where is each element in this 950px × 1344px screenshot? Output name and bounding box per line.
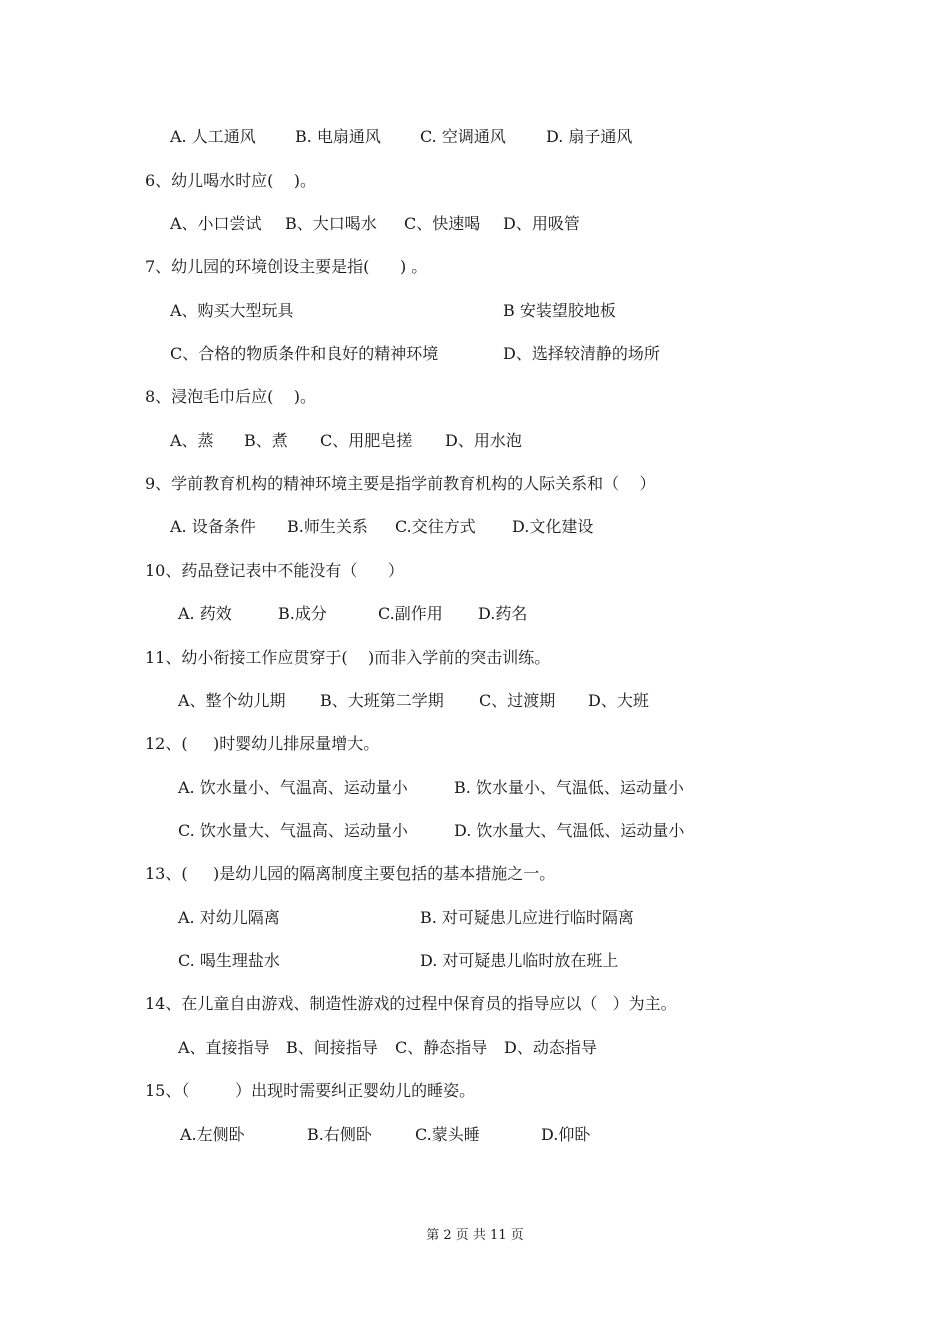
q13-stem: 13、( )是幼儿园的隔离制度主要包括的基本措施之一。: [145, 864, 556, 883]
q13-option-c: C. 喝生理盐水: [178, 951, 280, 970]
q7-option-b: B 安装望胶地板: [503, 301, 616, 320]
q12-option-d: D. 饮水量大、气温低、运动量小: [454, 821, 685, 840]
q9-option-d: D.文化建设: [512, 517, 594, 536]
q7-option-a: A、购买大型玩具: [170, 301, 294, 320]
q13-option-d: D. 对可疑患儿临时放在班上: [420, 951, 619, 970]
q15-option-a: A.左侧卧: [180, 1125, 245, 1144]
q6-option-d: D、用吸管: [503, 214, 580, 233]
q9-option-c: C.交往方式: [395, 517, 476, 536]
q12-stem: 12、( )时婴幼儿排尿量增大。: [145, 734, 380, 753]
q5-option-b: B. 电扇通风: [295, 127, 381, 146]
q7-stem: 7、幼儿园的环境创设主要是指( ) 。: [145, 257, 428, 276]
q14-option-d: D、动态指导: [504, 1038, 597, 1057]
q14-option-b: B、间接指导: [286, 1038, 378, 1057]
q9-stem: 9、学前教育机构的精神环境主要是指学前教育机构的人际关系和（ ）: [145, 474, 656, 493]
q6-option-c: C、快速喝: [404, 214, 481, 233]
q15-option-b: B.右侧卧: [307, 1125, 372, 1144]
q5-option-d: D. 扇子通风: [546, 127, 633, 146]
q11-option-b: B、大班第二学期: [320, 691, 444, 710]
q6-option-a: A、小口尝试: [170, 214, 262, 233]
page-number: 第 2 页 共 11 页: [426, 1228, 524, 1243]
q8-option-d: D、用水泡: [445, 431, 522, 450]
q14-option-a: A、直接指导: [178, 1038, 270, 1057]
q15-option-c: C.蒙头睡: [415, 1125, 480, 1144]
q5-option-c: C. 空调通风: [420, 127, 506, 146]
q13-option-b: B. 对可疑患儿应进行临时隔离: [420, 908, 634, 927]
q10-stem: 10、药品登记表中不能没有（ ）: [145, 561, 404, 580]
q5-option-a: A. 人工通风: [170, 127, 256, 146]
q10-option-b: B.成分: [278, 604, 327, 623]
q11-option-c: C、过渡期: [479, 691, 556, 710]
q12-option-a: A. 饮水量小、气温高、运动量小: [178, 778, 408, 797]
q10-option-c: C.副作用: [378, 604, 443, 623]
q10-option-a: A. 药效: [178, 604, 232, 623]
q6-option-b: B、大口喝水: [285, 214, 377, 233]
q13-option-a: A. 对幼儿隔离: [178, 908, 280, 927]
q9-option-a: A. 设备条件: [170, 517, 256, 536]
q15-stem: 15、（ ）出现时需要纠正婴幼儿的睡姿。: [145, 1081, 476, 1100]
q8-option-b: B、煮: [244, 431, 288, 450]
q15-option-d: D.仰卧: [541, 1125, 591, 1144]
q8-stem: 8、浸泡毛巾后应( )。: [145, 387, 317, 406]
q11-stem: 11、幼小衔接工作应贯穿于( )而非入学前的突击训练。: [145, 648, 551, 667]
q6-stem: 6、幼儿喝水时应( )。: [145, 171, 317, 190]
q11-option-a: A、整个幼儿期: [178, 691, 286, 710]
q7-option-d: D、选择较清静的场所: [503, 344, 660, 363]
q8-option-a: A、蒸: [170, 431, 214, 450]
q10-option-d: D.药名: [478, 604, 528, 623]
q7-option-c: C、合格的物质条件和良好的精神环境: [170, 344, 439, 363]
q14-stem: 14、在儿童自由游戏、制造性游戏的过程中保育员的指导应以（ ）为主。: [145, 994, 677, 1013]
q11-option-d: D、大班: [588, 691, 649, 710]
q12-option-c: C. 饮水量大、气温高、运动量小: [178, 821, 408, 840]
q8-option-c: C、用肥皂搓: [320, 431, 413, 450]
q12-option-b: B. 饮水量小、气温低、运动量小: [454, 778, 684, 797]
q9-option-b: B.师生关系: [287, 517, 368, 536]
q14-option-c: C、静态指导: [395, 1038, 488, 1057]
